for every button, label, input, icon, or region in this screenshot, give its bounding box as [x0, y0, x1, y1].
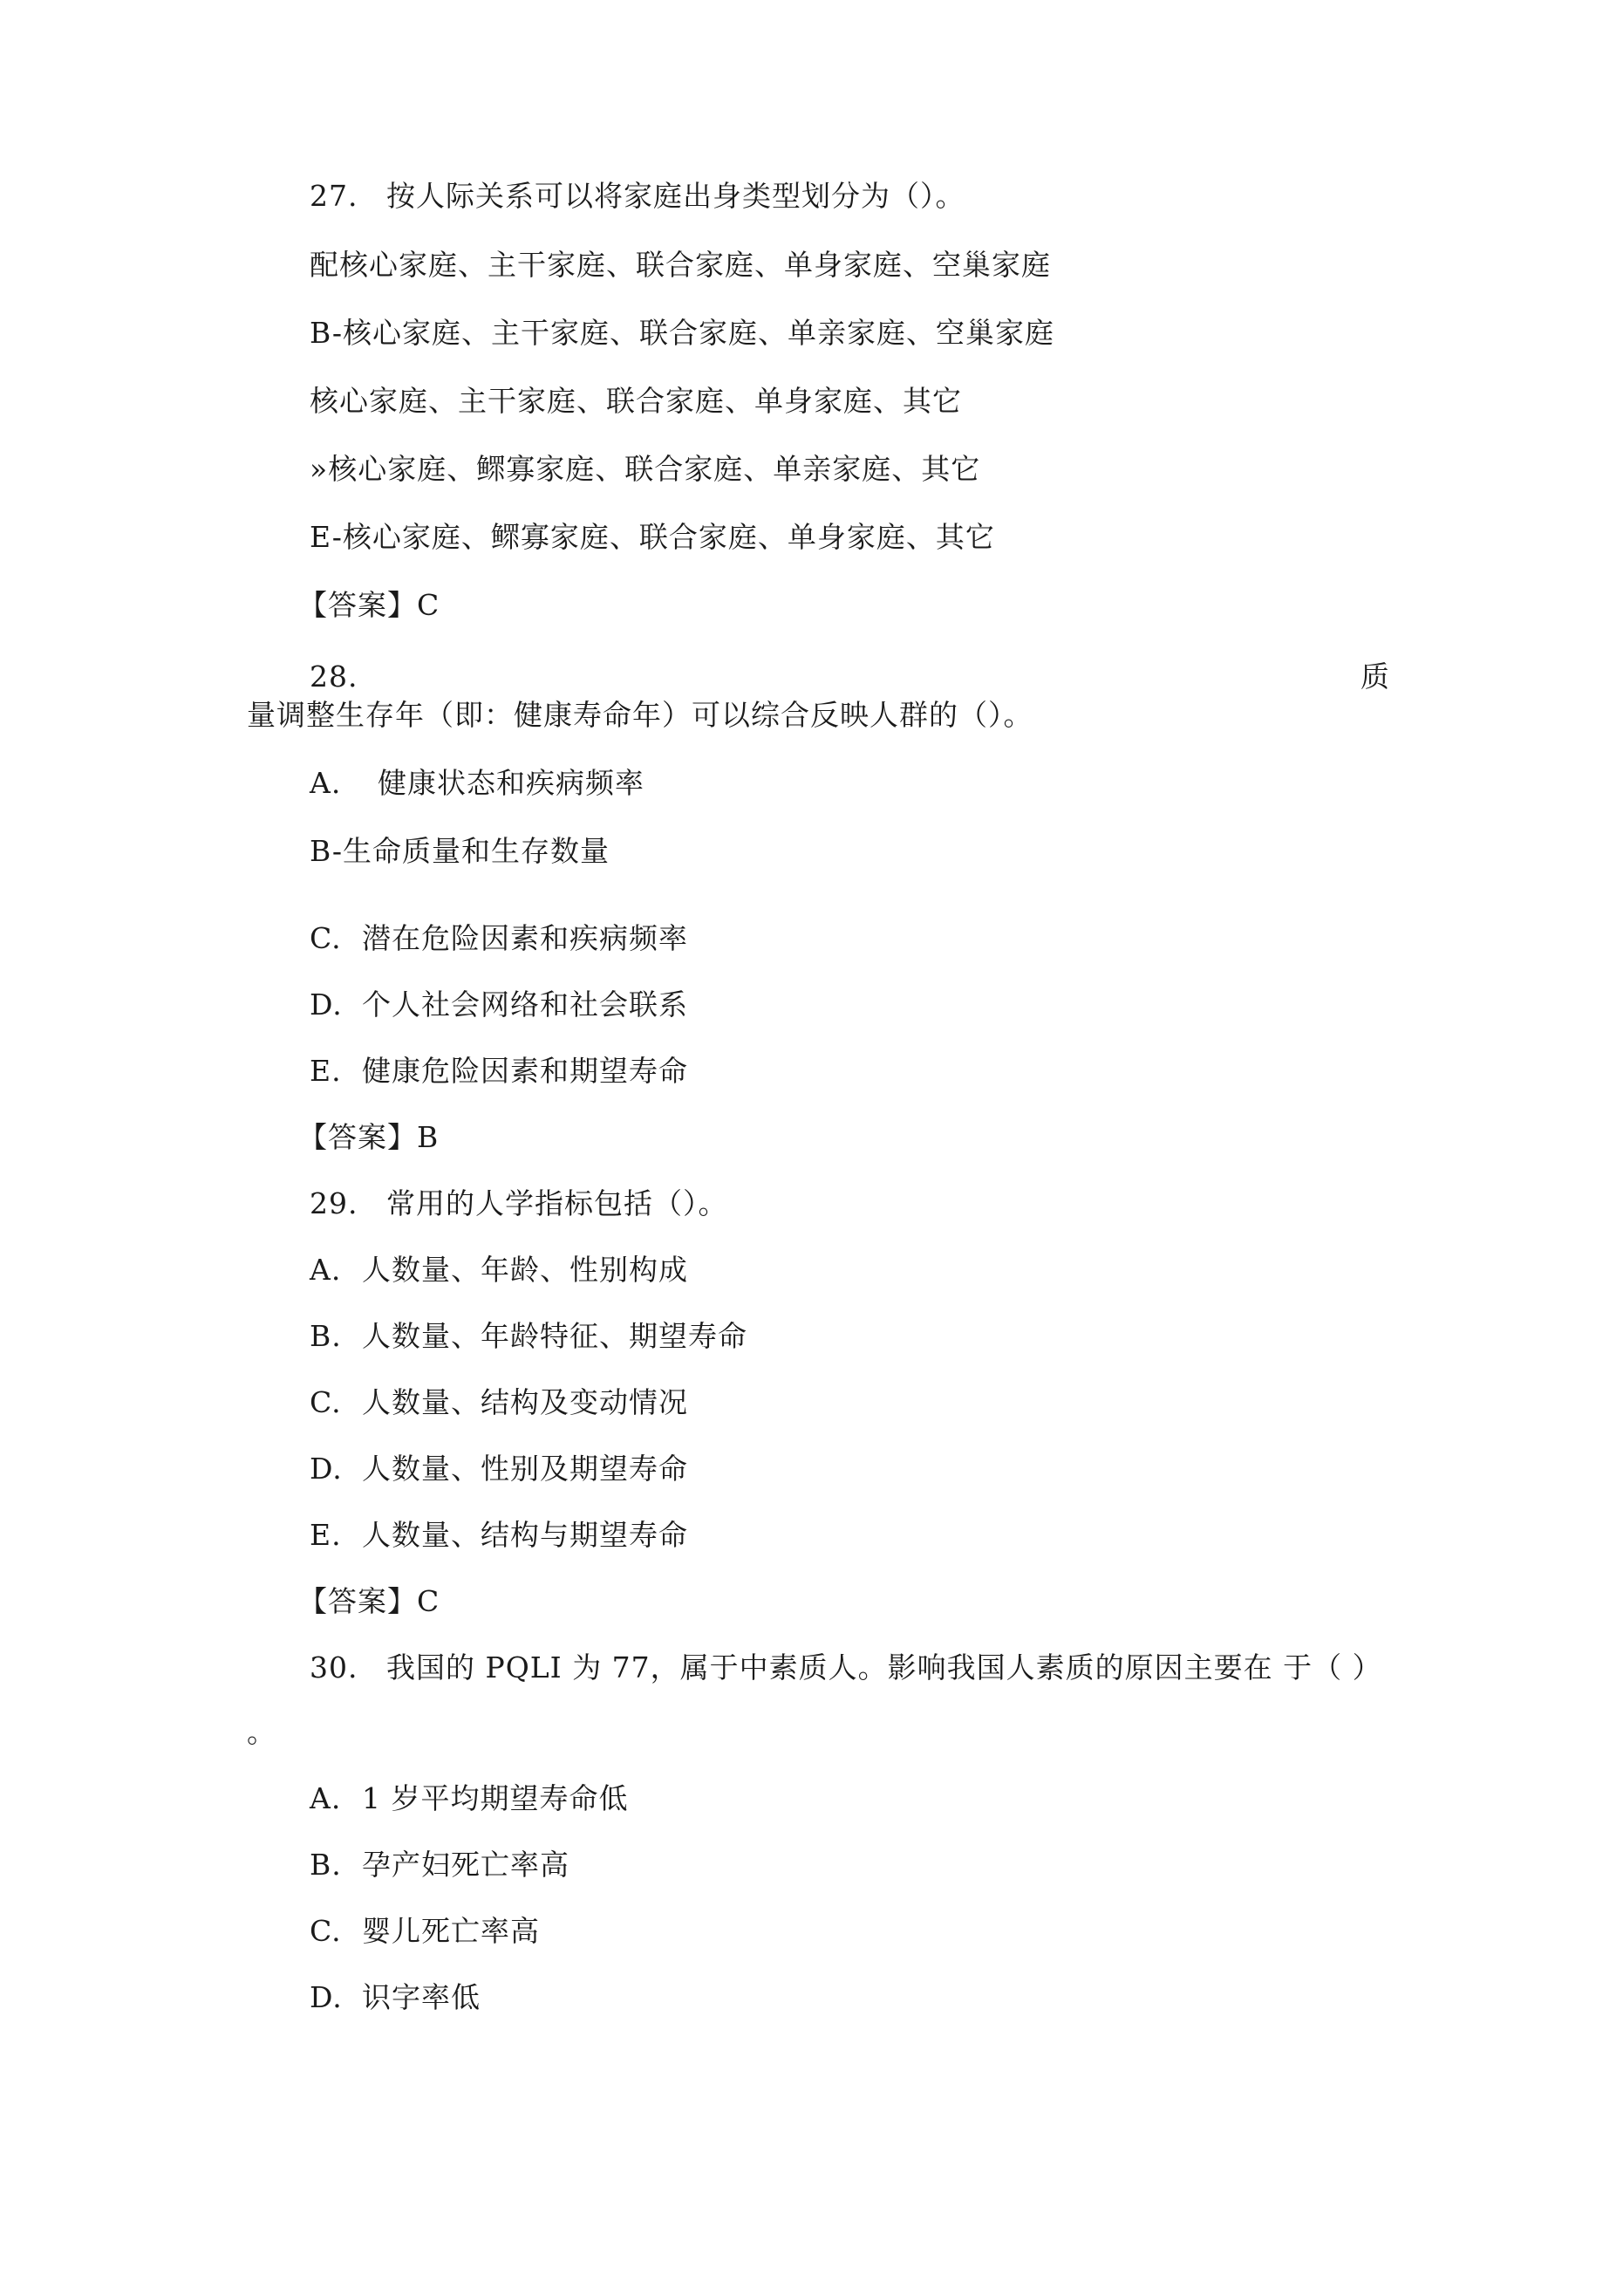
option-text: 1 岁平均期望寿命低 [362, 1781, 629, 1815]
option-letter: A. [310, 1253, 342, 1287]
question-29-option-b [310, 1319, 747, 1354]
question-30-option-d [310, 1980, 481, 2015]
option-text: 人数量、年龄特征、期望寿命 [362, 1319, 747, 1353]
question-28-option-b [310, 834, 610, 869]
option-text: 人数量、年龄、性别构成 [362, 1253, 688, 1287]
question-29-option-e [310, 1518, 688, 1553]
option-letter: D. [310, 1980, 343, 2014]
question-27-option-3: 核心家庭、主干家庭、联合家庭、单身家庭、其它 [310, 384, 962, 418]
question-28-number: 28. [310, 659, 358, 694]
question-28-stem: 量调整生存年（即：健康寿命年）可以综合反映人群的（）。 [247, 698, 1033, 732]
option-letter: E. [310, 1054, 342, 1088]
question-30-stem [310, 1650, 1382, 1685]
question-28-option-a [310, 766, 644, 801]
option-letter: A. [310, 1781, 342, 1815]
question-29-option-a [310, 1253, 688, 1288]
question-30-option-a [310, 1781, 629, 1816]
option-text: 个人社会网络和社会联系 [362, 987, 688, 1022]
question-29-answer: 【答案】C [298, 1584, 440, 1618]
option-letter: E. [310, 1518, 342, 1552]
question-28-stem-start: 质 [1360, 659, 1389, 694]
question-27-option-5: E-核心家庭、鳏寡家庭、联合家庭、单身家庭、其它 [310, 520, 995, 554]
option-letter: C. [310, 1385, 342, 1419]
question-27-option-2: B-核心家庭、主干家庭、联合家庭、单亲家庭、空巢家庭 [310, 316, 1055, 350]
question-29-option-d [310, 1452, 688, 1486]
question-text: 我国的 PQLI 为 77，属于中素质人。影响我国人素质的原因主要在 于（ ） [386, 1650, 1382, 1684]
question-30-option-b [310, 1848, 569, 1883]
option-letter: B. [310, 1848, 342, 1882]
option-text: 人数量、性别及期望寿命 [362, 1452, 688, 1486]
option-letter: C. [310, 1914, 342, 1948]
question-27-stem [310, 179, 965, 214]
question-number: 29. [310, 1186, 358, 1220]
question-28-option-e [310, 1054, 688, 1089]
question-29-option-c [310, 1385, 688, 1420]
question-number: 27. [310, 179, 358, 213]
question-30-stem-wrap: 。 [247, 1715, 276, 1749]
option-text: 孕产妇死亡率高 [362, 1848, 569, 1882]
option-text: 健康危险因素和期望寿命 [362, 1054, 688, 1088]
option-text: 人数量、结构与期望寿命 [362, 1518, 688, 1552]
question-28-option-d [310, 987, 688, 1022]
option-text: 健康状态和疾病频率 [378, 766, 644, 800]
question-27-option-4: »核心家庭、鳏寡家庭、联合家庭、单亲家庭、其它 [310, 452, 981, 486]
option-text: 人数量、结构及变动情况 [362, 1385, 688, 1419]
option-letter: B. [310, 1319, 342, 1353]
question-text: 常用的人学指标包括（）。 [386, 1186, 728, 1220]
question-28-answer: 【答案】B [298, 1120, 440, 1154]
option-letter: D. [310, 987, 343, 1022]
question-30-option-c [310, 1914, 540, 1949]
option-text: B-生命质量和生存数量 [310, 834, 610, 868]
question-28-option-c [310, 921, 688, 956]
option-letter: D. [310, 1452, 343, 1486]
option-text: 潜在危险因素和疾病频率 [362, 921, 688, 955]
question-text: 按人际关系可以将家庭出身类型划分为（）。 [386, 179, 965, 213]
question-29-stem [310, 1186, 728, 1221]
option-letter: C. [310, 921, 342, 955]
option-text: 识字率低 [362, 1980, 481, 2014]
option-text: 婴儿死亡率高 [362, 1914, 540, 1948]
question-27-answer: 【答案】C [298, 588, 440, 622]
question-number: 30. [310, 1650, 358, 1684]
question-27-option-1: 配核心家庭、主干家庭、联合家庭、单身家庭、空巢家庭 [310, 248, 1051, 282]
option-letter: A. [310, 766, 342, 800]
